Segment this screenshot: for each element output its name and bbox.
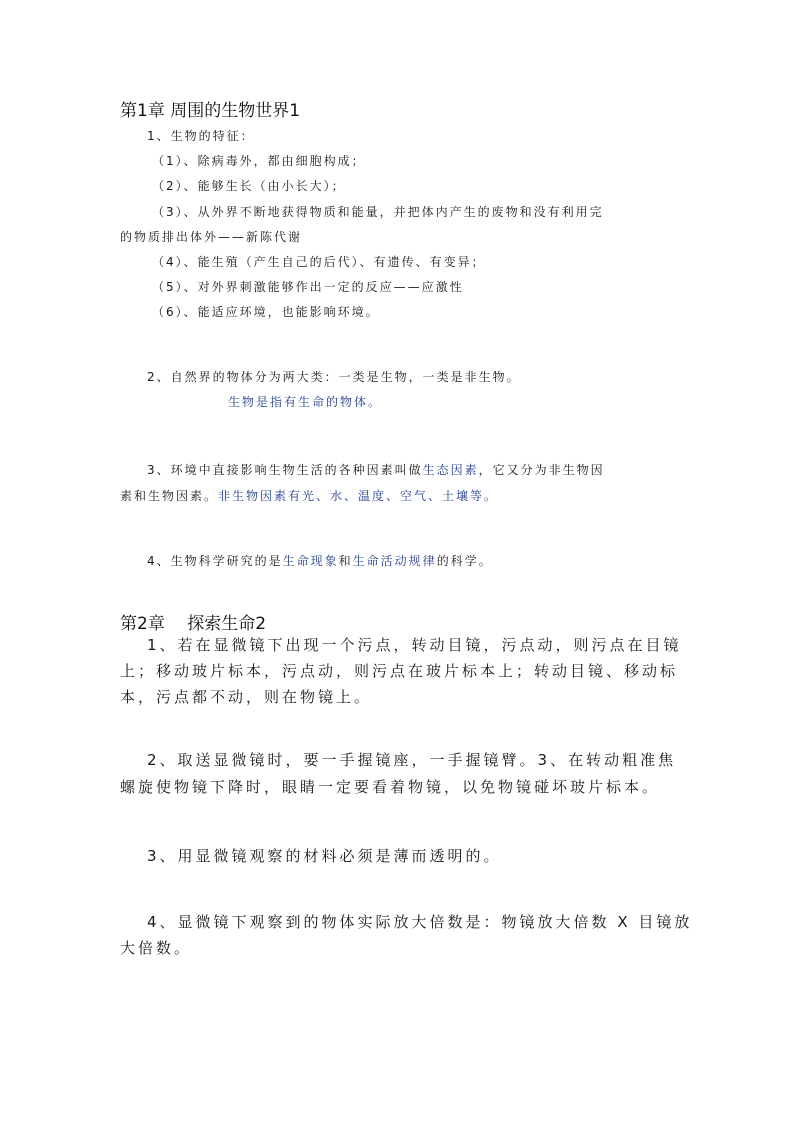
ch2-p1-line-2: 上；移动玻片标本，污点动，则污点在玻片标本上；转动目镜、移动标 — [120, 662, 679, 680]
section-3-line-2 — [120, 487, 498, 504]
ch2-p3-line-1: 3、用显微镜观察的材料必须是薄而透明的。 — [147, 847, 502, 865]
ch2-p1-line-3: 本，污点都不动，则在物镜上。 — [120, 688, 373, 706]
section-3-text-a: 3、环境中直接影响生物生活的各种因素叫做 — [147, 463, 423, 477]
section-1-heading: 1、生物的特征： — [147, 129, 255, 143]
section-4-text-a: 4、生物科学研究的是 — [147, 554, 283, 568]
section-4-text-e: 的科学。 — [436, 554, 493, 568]
section-3-text-d: 素和生物因素。 — [120, 489, 219, 503]
section-2-line: 2、自然界的物体分为两大类：一类是生物，一类是非生物。 — [147, 370, 521, 384]
ch2-p4-line-1: 4、显微镜下观察到的物体实际放大倍数是：物镜放大倍数 X 目镜放 — [147, 913, 693, 931]
section-3-text-c: ，它又分为非生物因 — [478, 463, 605, 477]
feature-item-3: （3）、从外界不断地获得物质和能量，并把体内产生的废物和没有利用完 — [152, 205, 604, 219]
ch2-p2-line-1: 2、取送显微镜时，要一手握镜座，一手握镜臂。3、在转动粗准焦 — [147, 751, 677, 769]
section-4-line — [147, 552, 493, 569]
section-3-term-ecological-factor: 生态因素 — [422, 463, 479, 477]
feature-item-3-continued: 的物质排出体外——新陈代谢 — [120, 230, 303, 244]
ch2-p4-line-2: 大倍数。 — [120, 939, 193, 957]
chapter-2-title: 第2章 探索生命2 — [120, 614, 267, 634]
feature-item-1: （1）、除病毒外，都由细胞构成； — [152, 154, 366, 168]
feature-item-4: （4）、能生殖（产生自己的后代）、有遗传、有变异； — [152, 255, 486, 269]
ch2-p1-line-1: 1、若在显微镜下出现一个污点，转动目镜，污点动，则污点在目镜 — [147, 636, 682, 654]
section-3-abiotic-factors: 非生物因素有光、水、温度、空气、土壤等。 — [218, 489, 499, 503]
section-4-term-life-laws: 生命活动规律 — [352, 554, 437, 568]
section-4-text-c: 和 — [338, 554, 353, 568]
feature-item-5: （5）、对外界刺激能够作出一定的反应——应激性 — [152, 280, 464, 294]
feature-item-6: （6）、能适应环境，也能影响环境。 — [152, 305, 380, 319]
chapter-1-title: 第1章 周围的生物世界1 — [120, 101, 301, 121]
section-3-line-1 — [147, 461, 605, 478]
section-2-definition: 生物是指有生命的物体。 — [228, 395, 383, 409]
feature-item-2: （2）、能够生长（由小长大）； — [152, 179, 346, 193]
section-4-term-life-phenomena: 生命现象 — [282, 554, 339, 568]
ch2-p2-line-2: 螺旋使物镜下降时，眼睛一定要看着物镜，以免物镜碰坏玻片标本。 — [120, 778, 661, 796]
